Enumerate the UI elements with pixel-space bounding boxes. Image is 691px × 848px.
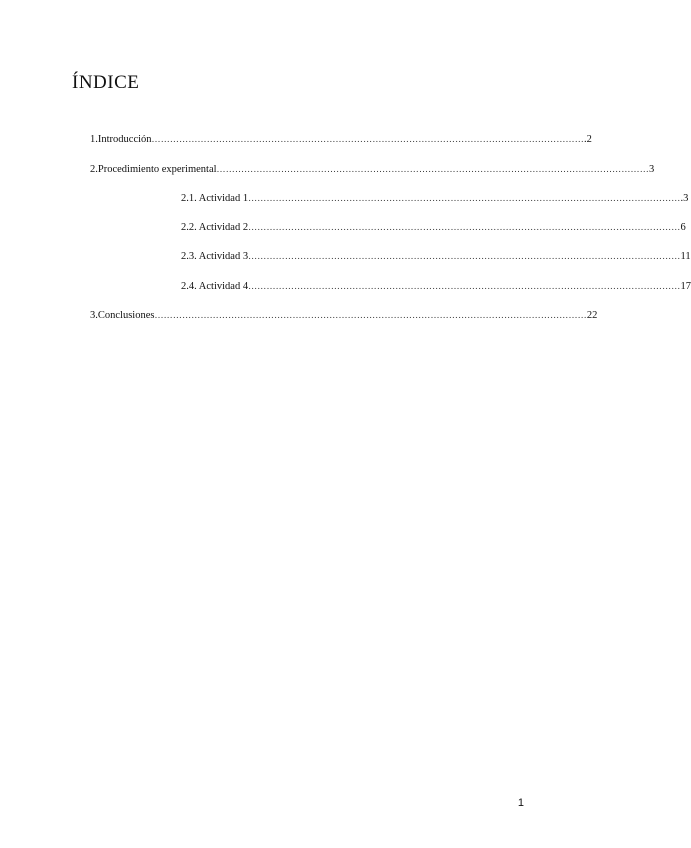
toc-entry-number: 2. xyxy=(90,164,98,175)
toc-entry-page: .3 xyxy=(680,193,689,204)
toc-entry-title: 2.4. Actividad 4 xyxy=(181,281,249,292)
toc-dot-leader: …………………………………………………………………………………………………………………………… xyxy=(248,193,681,203)
toc-entry-conclusiones xyxy=(90,307,598,323)
toc-dot-leader: …………………………………………………………………………………………………………………………… xyxy=(248,251,681,261)
toc-entry-actividad-4 xyxy=(181,278,691,294)
toc-dot-leader: …………………………………………………………………………………………………………………………… xyxy=(154,310,587,320)
toc-entry-page: .2 xyxy=(583,134,592,145)
toc-entry-actividad-3 xyxy=(181,248,691,264)
toc-entry-number: 3. xyxy=(90,310,98,321)
toc-entry-actividad-2 xyxy=(181,219,686,235)
page-number: 1 xyxy=(517,797,524,809)
toc-dot-leader: …………………………………………………………………………………………………………………………… xyxy=(248,281,681,291)
toc-entry-page: 11 xyxy=(680,251,691,262)
page-title: ÍNDICE xyxy=(72,72,140,93)
toc-entry-page: 6 xyxy=(680,222,686,233)
toc-entry-page: 17 xyxy=(680,281,691,292)
toc-entry-title: 2.2. Actividad 2 xyxy=(181,222,249,233)
toc-dot-leader: …………………………………………………………………………………………………………………………… xyxy=(151,134,584,144)
toc-entry-introduccion xyxy=(90,131,592,147)
toc-entry-procedimiento xyxy=(90,161,655,177)
toc-entry-title: Conclusiones xyxy=(97,310,155,321)
toc-dot-leader: …………………………………………………………………………………………………………………………… xyxy=(248,222,681,232)
toc-entry-title: Introducción xyxy=(97,134,152,145)
toc-entry-page: 22 xyxy=(586,310,598,321)
toc-entry-title: 2.3. Actividad 3 xyxy=(181,251,249,262)
toc-dot-leader: …………………………………………………………………………………………………………………………… xyxy=(216,164,649,174)
toc-entry-actividad-1 xyxy=(181,190,689,206)
toc-entry-number: 1. xyxy=(90,134,98,145)
toc-entry-page: 3 xyxy=(648,164,655,175)
toc-entry-title: 2.1. Actividad 1 xyxy=(181,193,249,204)
toc-entry-title: Procedimiento experimental xyxy=(97,164,217,175)
